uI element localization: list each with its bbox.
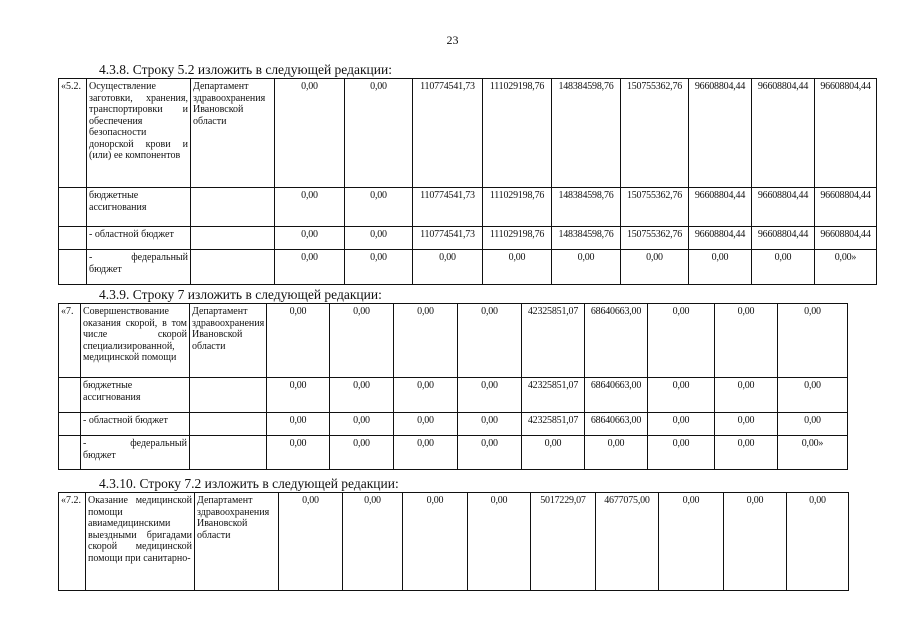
section-heading-7-2: 4.3.10. Строку 7.2 изложить в следующей редакции: [99,476,399,491]
value-cell: 0,00 [715,378,778,413]
row-id [59,250,87,285]
row-id [59,436,81,470]
table-row [59,378,848,413]
row-department [191,227,275,250]
value-cell: 0,00 [267,436,330,470]
row-id [59,413,81,436]
value-cell: 42325851,07 [522,304,585,378]
row-name: - областной бюджет [87,227,191,250]
value-cell: 110774541,73 [413,188,483,227]
table-row [59,250,877,285]
value-cell: 0,00 [345,250,413,285]
value-cell: 0,00 [394,413,458,436]
value-cell: 0,00 [659,493,724,591]
value-cell: 0,00 [267,413,330,436]
value-cell: 0,00 [778,304,848,378]
row-id: «5.2. [59,79,87,188]
value-cell: 0,00 [394,378,458,413]
row-name: Оказание медицинской помощи авиамедицинскими выездными бригадами скорой медицинской помощи при санитарно- [86,493,195,591]
value-cell: 0,00 [752,250,815,285]
value-cell: 0,00 [648,304,715,378]
value-cell: 0,00 [413,250,483,285]
value-cell: 0,00 [345,188,413,227]
row-name: - областной бюджет [81,413,190,436]
value-cell: 0,00 [345,79,413,188]
value-cell: 0,00 [394,304,458,378]
value-cell: 0,00 [394,436,458,470]
row-name: Совершенствование оказания скорой, в том числе скорой специализированной, медицинской помощи [81,304,190,378]
table-row [59,188,877,227]
value-cell: 68640663,00 [585,378,648,413]
value-cell: 5017229,07 [531,493,596,591]
value-cell: 0,00» [815,250,877,285]
value-cell: 0,00 [458,378,522,413]
value-cell: 0,00 [715,436,778,470]
row-name: бюджетные ассигнования [81,378,190,413]
row-name [87,250,191,285]
value-cell: 111029198,76 [483,79,552,188]
value-cell: 0,00 [267,304,330,378]
value-cell: 0,00 [778,378,848,413]
value-cell: 68640663,00 [585,304,648,378]
value-cell: 0,00 [343,493,403,591]
value-cell: 0,00 [778,413,848,436]
value-cell: 0,00 [330,413,394,436]
value-cell: 0,00 [403,493,468,591]
row-name-dash: - [89,252,93,263]
table-row-5-2 [58,78,877,285]
value-cell: 0,00 [279,493,343,591]
value-cell: 0,00 [330,436,394,470]
value-cell: 0,00 [621,250,689,285]
value-cell: 0,00 [330,378,394,413]
value-cell: 150755362,76 [621,188,689,227]
value-cell: 148384598,76 [552,79,621,188]
value-cell: 96608804,44 [752,79,815,188]
value-cell: 4677075,00 [596,493,659,591]
value-cell: 0,00 [648,413,715,436]
value-cell: 111029198,76 [483,227,552,250]
table-row [59,227,877,250]
table-row [59,436,848,470]
row-name-dash: - [83,438,87,449]
row-department [190,436,267,470]
value-cell: 96608804,44 [815,79,877,188]
row-id [59,188,87,227]
value-cell: 0,00 [483,250,552,285]
value-cell: 0,00 [330,304,394,378]
row-department [191,188,275,227]
value-cell: 0,00 [267,378,330,413]
row-name [81,436,190,470]
row-department: Департамент здравоохранения Ивановской области [190,304,267,378]
row-name-rest: бюджет [83,449,116,461]
row-id: «7.2. [59,493,86,591]
value-cell: 68640663,00 [585,413,648,436]
row-name: бюджетные ассигнования [87,188,191,227]
value-cell: 111029198,76 [483,188,552,227]
value-cell: 150755362,76 [621,227,689,250]
value-cell: 0,00 [648,378,715,413]
value-cell: 96608804,44 [689,188,752,227]
value-cell: 148384598,76 [552,227,621,250]
value-cell: 0,00 [458,436,522,470]
value-cell: 96608804,44 [689,79,752,188]
row-id [59,378,81,413]
value-cell: 96608804,44 [752,227,815,250]
value-cell: 0,00 [275,79,345,188]
value-cell: 148384598,76 [552,188,621,227]
value-cell: 110774541,73 [413,227,483,250]
value-cell: 42325851,07 [522,378,585,413]
row-name-word: федеральный [130,438,187,449]
row-id [59,227,87,250]
value-cell: 0,00 [275,227,345,250]
row-name-rest: бюджет [89,263,122,275]
value-cell: 0,00 [724,493,787,591]
value-cell: 0,00 [552,250,621,285]
value-cell: 0,00 [458,304,522,378]
row-department [190,413,267,436]
value-cell: 0,00» [778,436,848,470]
page-number: 23 [446,33,459,47]
table-row [59,413,848,436]
row-department [190,378,267,413]
table-row-7 [58,303,848,470]
row-department: Департамент здравоохранения Ивановской области [195,493,279,591]
row-name: Осуществление заготовки, хранения, транспортировки и обеспечения безопасности донорской крови и (или) ее компонентов [87,79,191,188]
row-department: Департамент здравоохранения Ивановской области [191,79,275,188]
value-cell: 0,00 [715,413,778,436]
section-heading-7: 4.3.9. Строку 7 изложить в следующей редакции: [99,287,382,302]
value-cell: 42325851,07 [522,413,585,436]
value-cell: 0,00 [648,436,715,470]
value-cell: 110774541,73 [413,79,483,188]
value-cell: 0,00 [468,493,531,591]
row-department [191,250,275,285]
value-cell: 0,00 [715,304,778,378]
table-row-7-2 [58,492,849,591]
table-row [59,79,877,188]
value-cell: 0,00 [689,250,752,285]
section-heading-5-2: 4.3.8. Строку 5.2 изложить в следующей редакции: [99,62,392,77]
value-cell: 0,00 [345,227,413,250]
value-cell: 0,00 [275,250,345,285]
value-cell: 0,00 [522,436,585,470]
value-cell: 96608804,44 [689,227,752,250]
value-cell: 150755362,76 [621,79,689,188]
row-name-word: федеральный [131,252,188,263]
value-cell: 0,00 [458,413,522,436]
table-row [59,304,848,378]
row-id: «7. [59,304,81,378]
value-cell: 0,00 [787,493,849,591]
value-cell: 0,00 [275,188,345,227]
value-cell: 96608804,44 [815,188,877,227]
table-row [59,493,849,591]
value-cell: 96608804,44 [815,227,877,250]
value-cell: 0,00 [585,436,648,470]
value-cell: 96608804,44 [752,188,815,227]
